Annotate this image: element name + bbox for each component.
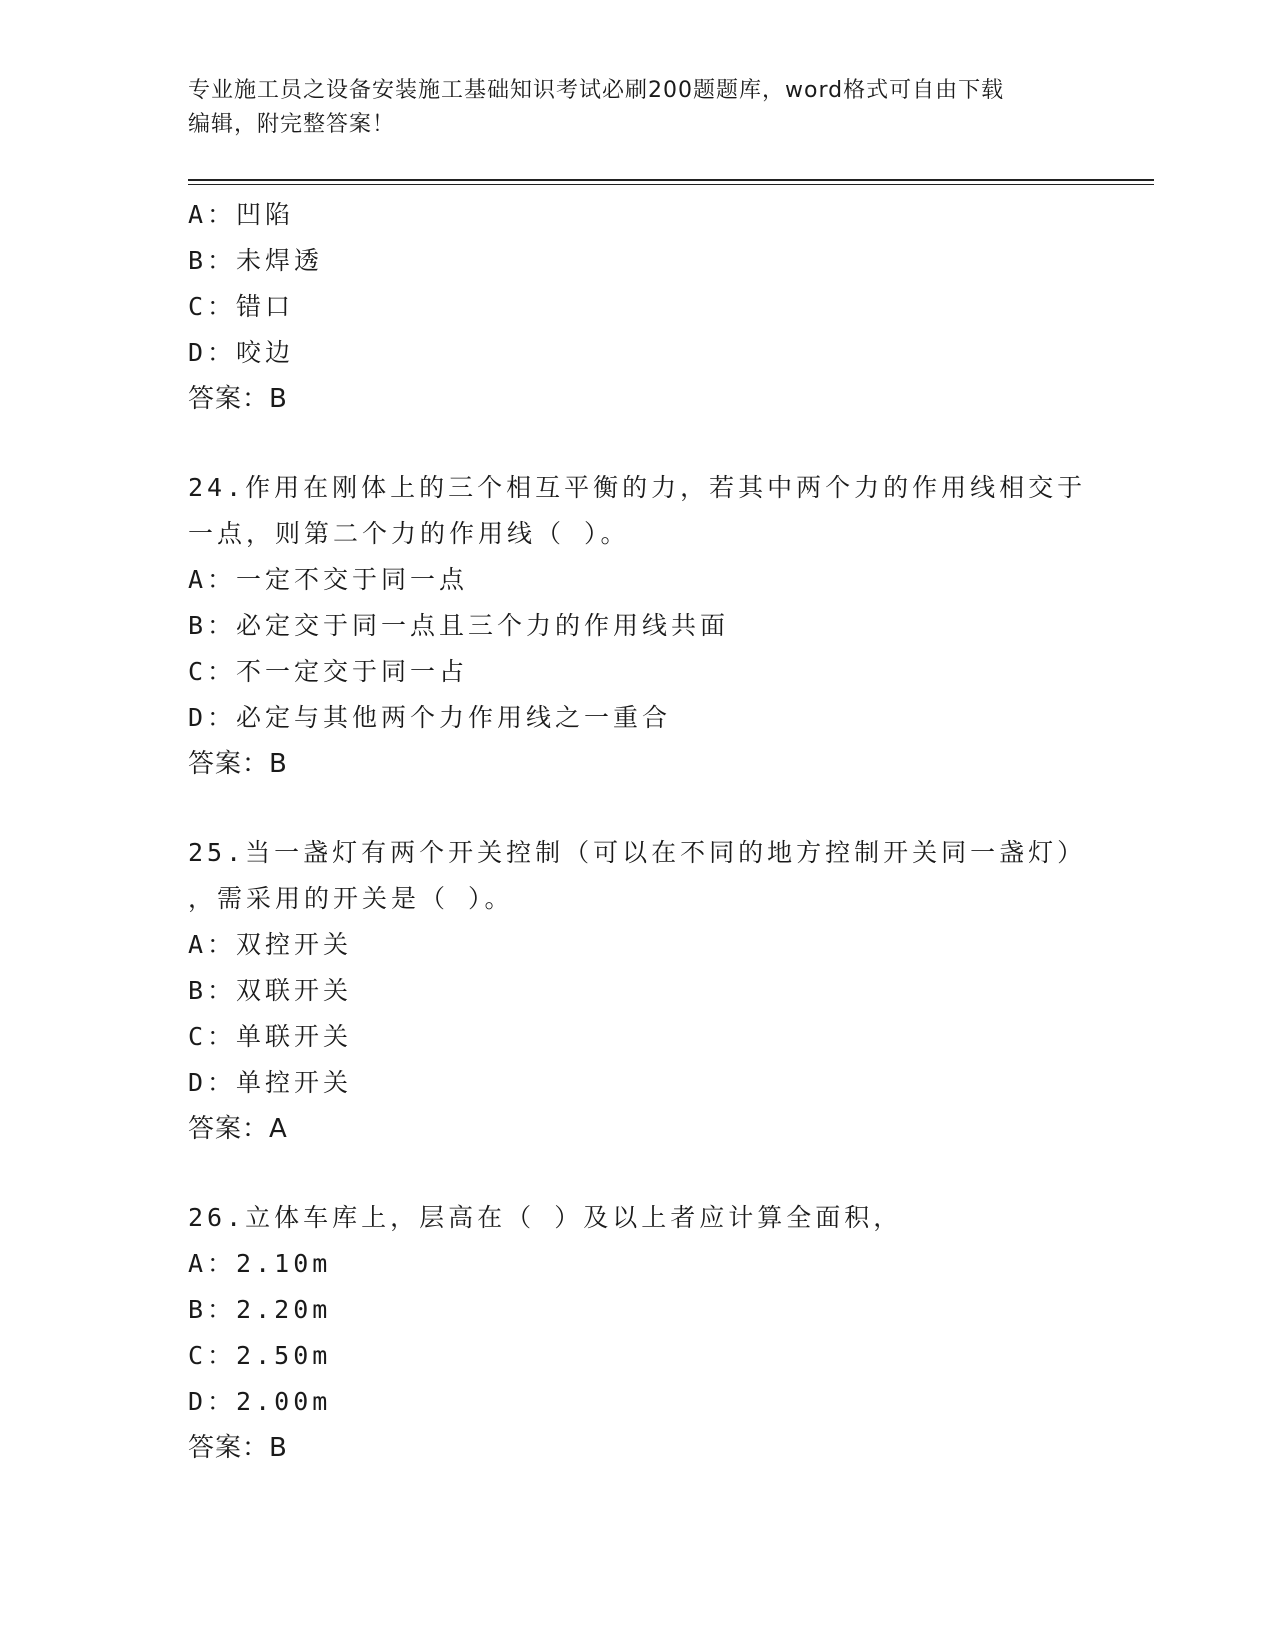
question-23 (188, 192, 1108, 422)
question-stem-continued: ，需采用的开关是（ ）。 (188, 884, 514, 913)
question-26 (188, 1195, 1108, 1471)
question-24 (188, 465, 1108, 787)
option-a: A：2.10m (188, 1249, 332, 1278)
question-stem: 24.作用在刚体上的三个相互平衡的力，若其中两个力的作用线相交于 (188, 473, 1087, 502)
option-c: C：错口 (188, 292, 295, 321)
answer: 答案：B (188, 1433, 288, 1463)
option-d: D：咬边 (188, 338, 295, 367)
answer: 答案：B (188, 384, 288, 414)
option-d: D：必定与其他两个力作用线之一重合 (188, 703, 672, 732)
document-header (188, 74, 1088, 142)
option-b: B：必定交于同一点且三个力的作用线共面 (188, 611, 730, 640)
header-divider-thin (188, 184, 1154, 185)
answer: 答案：A (188, 1114, 288, 1144)
answer: 答案：B (188, 749, 288, 779)
option-a: A：双控开关 (188, 930, 353, 959)
question-stem: 26.立体车库上，层高在（ ）及以上者应计算全面积， (188, 1203, 903, 1232)
spacer (188, 1152, 1108, 1195)
question-stem-continued: 一点，则第二个力的作用线（ ）。 (188, 519, 630, 548)
option-c: C：2.50m (188, 1341, 332, 1370)
option-d: D：2.00m (188, 1387, 332, 1416)
option-a: A：一定不交于同一点 (188, 565, 469, 594)
header-line-1: 专业施工员之设备安装施工基础知识考试必刷200题题库，word格式可自由下载 (188, 78, 1005, 103)
option-c: C：单联开关 (188, 1022, 353, 1051)
option-c: C：不一定交于同一占 (188, 657, 469, 686)
header-line-2: 编辑，附完整答案！ (188, 112, 396, 137)
question-list (188, 192, 1108, 1471)
option-b: B：未焊透 (188, 246, 324, 275)
question-25 (188, 830, 1108, 1152)
spacer (188, 787, 1108, 830)
option-d: D：单控开关 (188, 1068, 353, 1097)
header-divider-thick (188, 179, 1154, 181)
option-a: A：凹陷 (188, 200, 295, 229)
question-stem: 25.当一盏灯有两个开关控制（可以在不同的地方控制开关同一盏灯） (188, 838, 1087, 867)
option-b: B：双联开关 (188, 976, 353, 1005)
option-b: B：2.20m (188, 1295, 332, 1324)
spacer (188, 422, 1108, 465)
